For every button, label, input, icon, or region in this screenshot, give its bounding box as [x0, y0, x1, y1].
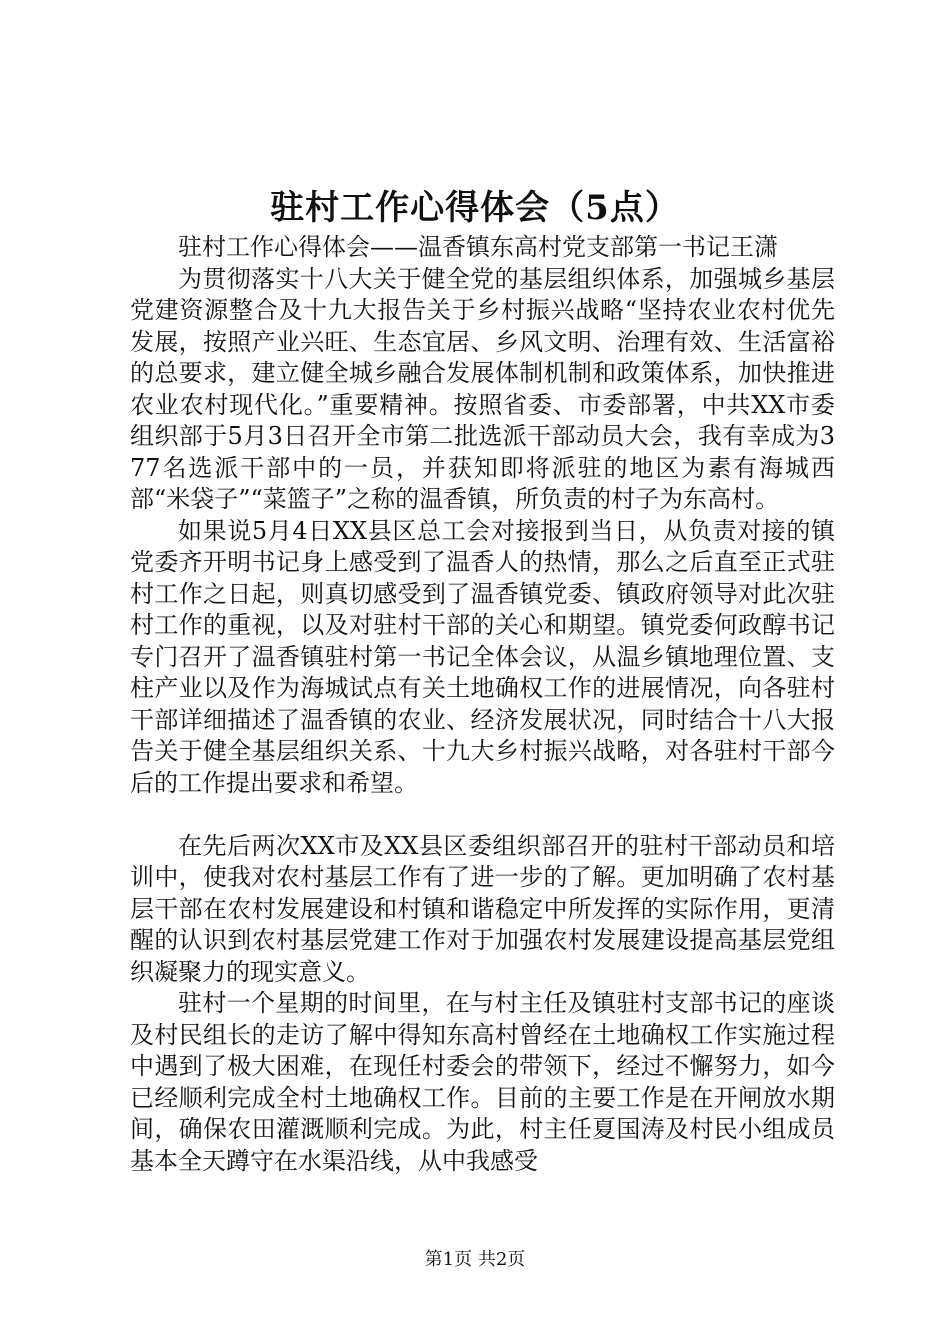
- body-paragraph: 为贯彻落实十八大关于健全党的基层组织体系，加强城乡基层党建资源整合及十九大报告关于乡村振兴战略“坚持农业农村优先发展，按照产业兴旺、生态宜居、乡风文明、治理有效、生活富裕的总要求，建立健全城乡融合发展体制机制和政策体系，加快推进农业农村现代化。”重要精神。按照省委、市委部署，中共XX市委组织部于5月3日召开全市第二批选派干部动员大会，我有幸成为377名选派干部中的一员，并获知即将派驻的地区为素有海城西部“米袋子”“菜篮子”之称的温香镇，所负责的村子为东高村。: [130, 264, 835, 513]
- document-body: [130, 232, 835, 1177]
- page-footer: 第1页 共2页: [424, 1249, 526, 1270]
- paragraph-gap: [130, 799, 835, 831]
- body-paragraph: 驻村一个星期的时间里，在与村主任及镇驻村支部书记的座谈及村民组长的走访了解中得知东高村曾经在土地确权工作实施过程中遇到了极大困难，在现任村委会的带领下，经过不懈努力，如今已经顺利完成全村土地确权工作。目前的主要工作是在开闸放水期间，确保农田灌溉顺利完成。为此，村主任夏国涛及村民小组成员基本全天蹲守在水渠沿线，从中我感受: [130, 989, 835, 1175]
- subtitle-paragraph: 驻村工作心得体会——温香镇东高村党支部第一书记王潇: [178, 233, 778, 261]
- body-paragraph: 如果说5月4日XX县区总工会对接报到当日，从负责对接的镇党委齐开明书记身上感受到了温香人的热情，那么之后直至正式驻村工作之日起，则真切感受到了温香镇党委、镇政府领导对此次驻村工作的重视，以及对驻村干部的关心和期望。镇党委何政醇书记专门召开了温香镇驻村第一书记全体会议，从温乡镇地理位置、支柱产业以及作为海城试点有关土地确权工作的进展情况，向各驻村干部详细描述了温香镇的农业、经济发展状况，同时结合十八大报告关于健全基层组织关系、十九大乡村振兴战略，对各驻村干部今后的工作提出要求和希望。: [130, 516, 835, 797]
- document-title: 驻村工作心得体会（5点）: [270, 188, 680, 228]
- body-paragraph: 在先后两次XX市及XX县区委组织部召开的驻村干部动员和培训中，使我对农村基层工作有了进一步的了解。更加明确了农村基层干部在农村发展建设和村镇和谐稳定中所发挥的实际作用，更清醒的认识到农村基层党建工作对于加强农村发展建设提高基层党组织凝聚力的现实意义。: [130, 831, 835, 986]
